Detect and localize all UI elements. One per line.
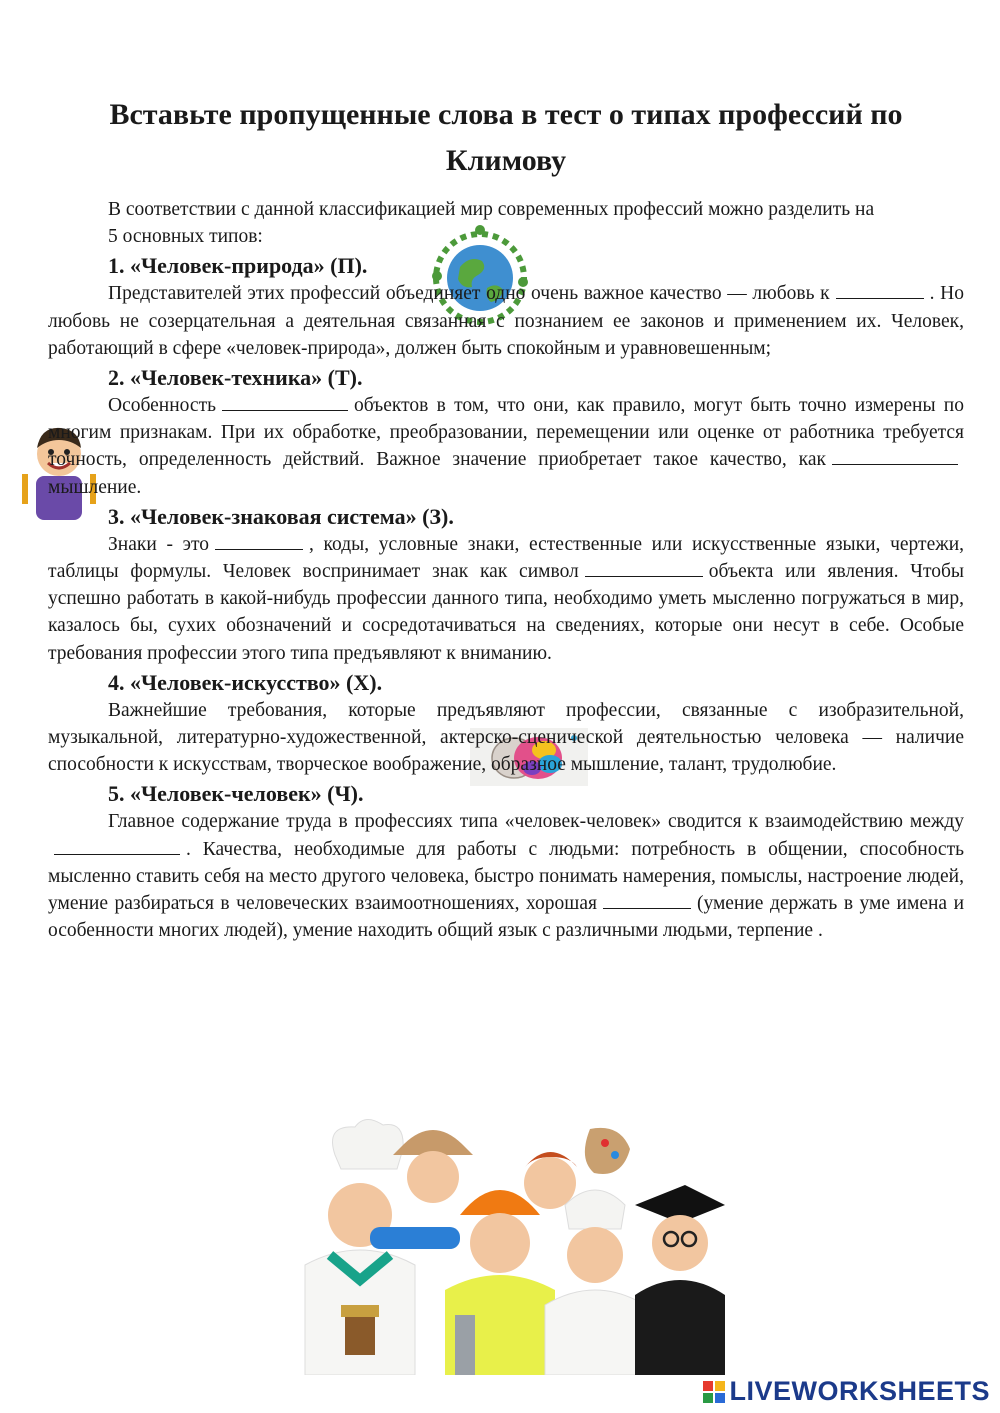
section-text-people: Главное содержание труда в профессиях типа «человек-человек» сводится к взаимодействию между. Качества, необходимые для работы с людьми: потребность в общении, способность мысленно ставить себя на место другого человека, быстро понимать намерения, помыслы, настроение людей, умение разбираться в человеческих взаимоотношениях, хорошая (умение держать в уме имена и особенности многих людей), умение находить общий язык с различными людьми, терпение . (48, 811, 965, 942)
answer-blank[interactable] (585, 558, 703, 577)
section-heading-technics: 2. «Человек-техника» (Т). (108, 365, 363, 391)
section-text-signs: Знаки - это , коды, условные знаки, естественные или искусственные языки, чертежи, таблицы формулы. Человек воспринимает знак как символ объекта или явления. Чтобы успешно работать в какой-нибудь профессии данного типа, необходимо уметь мысленно погружаться в мир, казалось бы, сухих обозначений и сосредотачиваться на сведениях, которые они несут в себе. Особые требования профессии этого типа предъявляют к вниманию. (48, 531, 964, 667)
liveworksheets-logo[interactable] (703, 1376, 990, 1407)
section-text-art: Важнейшие требования, которые предъявляют профессии, связанные с изобразительной, музыкальной, литературно-художественной, актерско-сценической деятельностью человека — наличие способности к искусствам, творческое воображение, образное мышление, талант, трудолюбие. (48, 699, 964, 776)
answer-blank[interactable] (836, 280, 924, 299)
page-title: Вставьте пропущенные слова в тест о типах профессий по Климову (109, 98, 903, 177)
logo-text: LIVEWORKSHEETS (729, 1376, 990, 1406)
answer-blank[interactable] (222, 392, 348, 411)
liveworksheets-logo-icon (703, 1381, 725, 1403)
answer-blank[interactable] (54, 836, 180, 855)
answer-blank[interactable] (215, 531, 303, 550)
section-text-nature: Представителей этих профессий объединяет одно очень важное качество — любовь к . Но любовь не созерцательная а деятельная связанная с познанием ее законов и применением их. Человек, работающий в сфере «человек-природа», должен быть спокойным и уравновешенным; (48, 280, 964, 362)
intro-paragraph: В соответствии с данной классификацией мир современных профессий можно разделить на (108, 199, 875, 220)
section-heading-people: 5. «Человек-человек» (Ч). (108, 781, 364, 807)
section-heading-signs: 3. «Человек-знаковая система» (З). (108, 503, 454, 529)
section-heading-art: 4. «Человек-искусство» (Х). (108, 669, 383, 695)
children-professions-image (275, 1115, 725, 1375)
section-text-technics: Особенность объектов в том, что они, как правило, могут быть точно измерены по многим признакам. При их обработке, преобразовании, перемещении или оценке от работника требуется точность, определенность действий. Важное значение приобретает такое качество, какмышление. (48, 392, 964, 501)
answer-blank[interactable] (832, 446, 958, 465)
answer-blank[interactable] (603, 890, 691, 909)
intro-types-line: 5 основных типов: (108, 226, 263, 248)
section-heading-nature: 1. «Человек-природа» (П). (108, 253, 368, 279)
